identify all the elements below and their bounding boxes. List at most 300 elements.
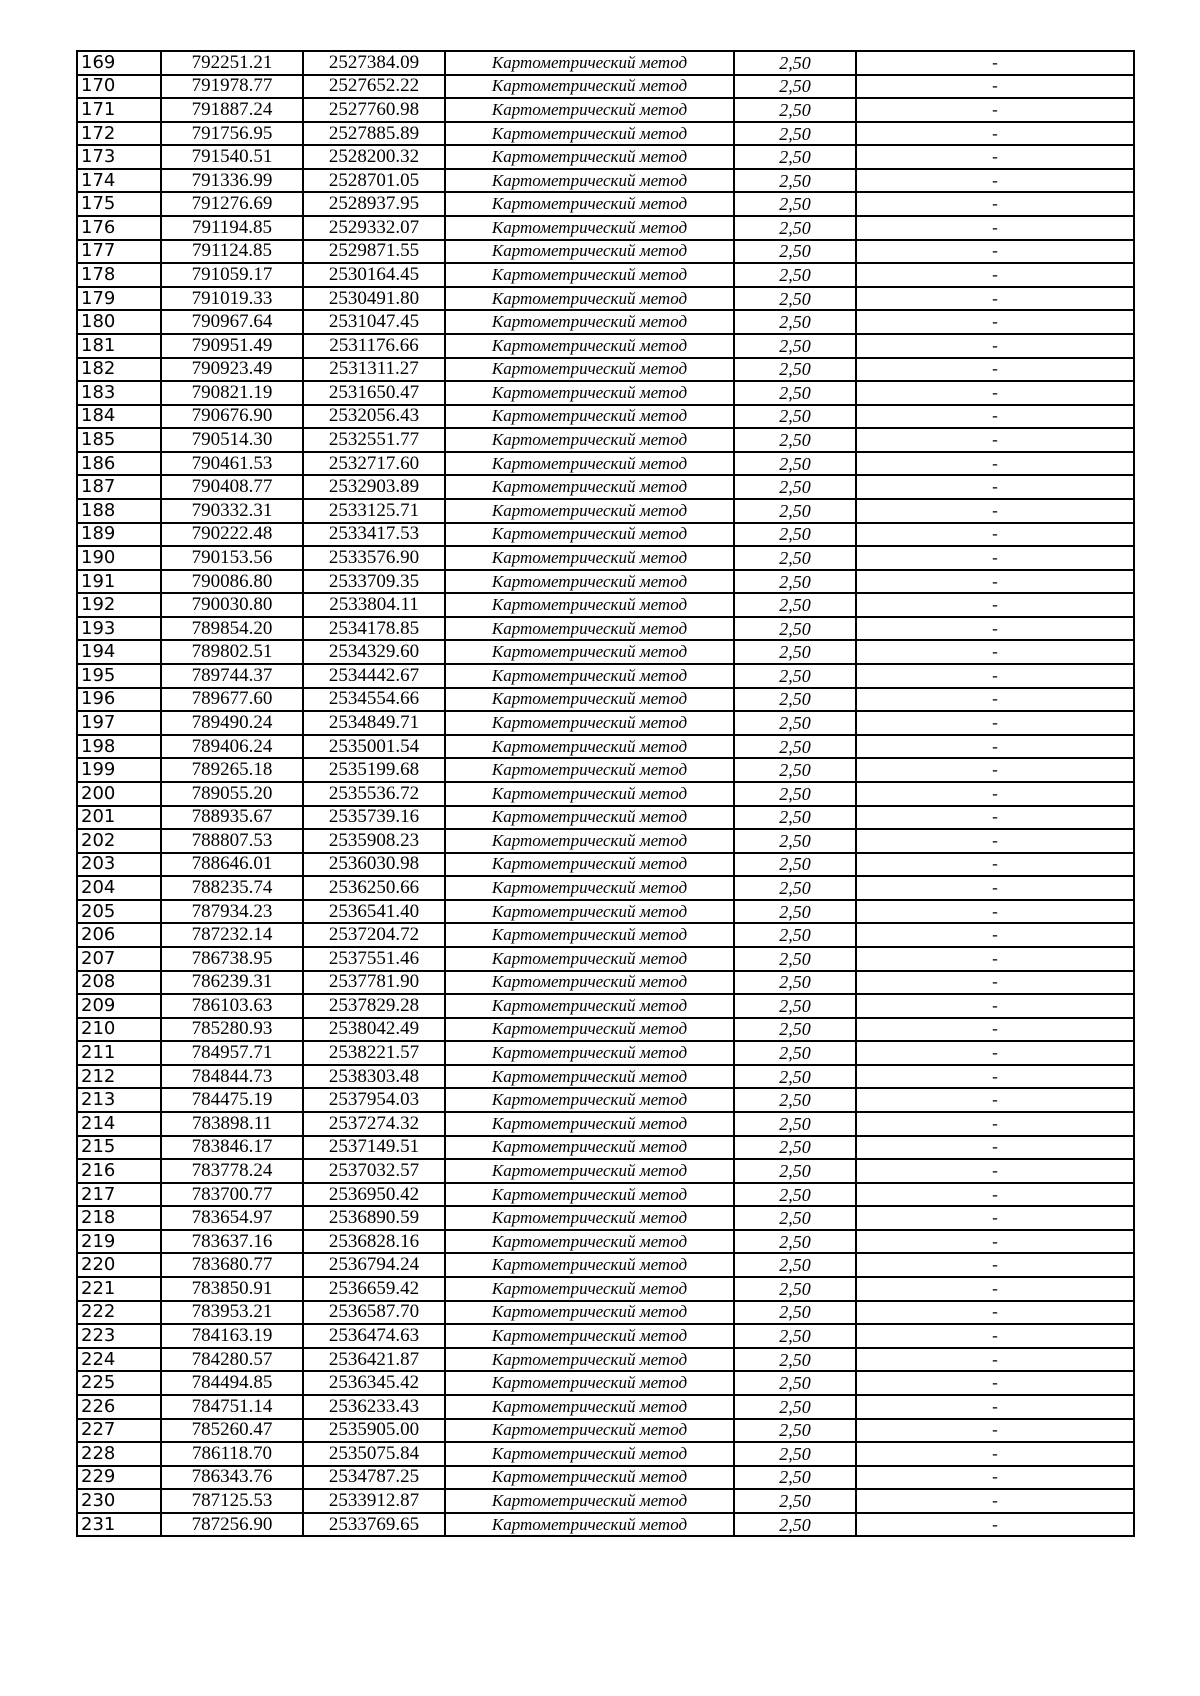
x-coordinate-cell: 784844.73 [161,1065,303,1089]
x-coordinate-cell: 790030.80 [161,593,303,617]
accuracy-cell: 2,50 [734,287,856,311]
method-cell: Картометрический метод [445,1419,734,1443]
method-cell: Картометрический метод [445,358,734,382]
y-coordinate-cell: 2535905.00 [303,1419,445,1443]
method-cell: Картометрический метод [445,51,734,75]
table-row [77,876,1134,900]
method-cell: Картометрический метод [445,1371,734,1395]
y-coordinate-cell: 2535075.84 [303,1442,445,1466]
x-coordinate-cell: 790153.56 [161,546,303,570]
table-row [77,1183,1134,1207]
note-cell: - [856,782,1134,806]
accuracy-cell: 2,50 [734,334,856,358]
x-coordinate-cell: 788807.53 [161,829,303,853]
note-cell: - [856,688,1134,712]
point-number-cell: 223 [77,1324,161,1348]
accuracy-cell: 2,50 [734,216,856,240]
y-coordinate-cell: 2534442.67 [303,664,445,688]
method-cell: Картометрический метод [445,523,734,547]
x-coordinate-cell: 792251.21 [161,51,303,75]
accuracy-cell: 2,50 [734,664,856,688]
table-row [77,452,1134,476]
point-number-cell: 198 [77,735,161,759]
note-cell: - [856,1324,1134,1348]
accuracy-cell: 2,50 [734,1230,856,1254]
x-coordinate-cell: 790967.64 [161,310,303,334]
point-number-cell: 221 [77,1277,161,1301]
note-cell: - [856,1442,1134,1466]
method-cell: Картометрический метод [445,98,734,122]
y-coordinate-cell: 2530491.80 [303,287,445,311]
accuracy-cell: 2,50 [734,876,856,900]
y-coordinate-cell: 2536421.87 [303,1348,445,1372]
accuracy-cell: 2,50 [734,617,856,641]
point-number-cell: 211 [77,1041,161,1065]
method-cell: Картометрический метод [445,1159,734,1183]
x-coordinate-cell: 783953.21 [161,1301,303,1325]
accuracy-cell: 2,50 [734,310,856,334]
point-number-cell: 169 [77,51,161,75]
x-coordinate-cell: 783680.77 [161,1253,303,1277]
method-cell: Картометрический метод [445,593,734,617]
table-row [77,971,1134,995]
table-row [77,1301,1134,1325]
point-number-cell: 218 [77,1206,161,1230]
method-cell: Картометрический метод [445,853,734,877]
x-coordinate-cell: 790408.77 [161,475,303,499]
note-cell: - [856,1230,1134,1254]
table-row [77,1041,1134,1065]
note-cell: - [856,405,1134,429]
table-row [77,287,1134,311]
y-coordinate-cell: 2536474.63 [303,1324,445,1348]
method-cell: Картометрический метод [445,994,734,1018]
accuracy-cell: 2,50 [734,1253,856,1277]
x-coordinate-cell: 784163.19 [161,1324,303,1348]
point-number-cell: 207 [77,947,161,971]
method-cell: Картометрический метод [445,688,734,712]
x-coordinate-cell: 784957.71 [161,1041,303,1065]
y-coordinate-cell: 2533417.53 [303,523,445,547]
note-cell: - [856,570,1134,594]
point-number-cell: 215 [77,1136,161,1160]
point-number-cell: 193 [77,617,161,641]
x-coordinate-cell: 789802.51 [161,640,303,664]
accuracy-cell: 2,50 [734,900,856,924]
point-number-cell: 202 [77,829,161,853]
method-cell: Картометрический метод [445,1230,734,1254]
x-coordinate-cell: 790086.80 [161,570,303,594]
note-cell: - [856,593,1134,617]
note-cell: - [856,381,1134,405]
note-cell: - [856,1112,1134,1136]
method-cell: Картометрический метод [445,216,734,240]
x-coordinate-cell: 789265.18 [161,758,303,782]
y-coordinate-cell: 2535001.54 [303,735,445,759]
y-coordinate-cell: 2536794.24 [303,1253,445,1277]
point-number-cell: 213 [77,1088,161,1112]
method-cell: Картометрический метод [445,428,734,452]
point-number-cell: 174 [77,169,161,193]
x-coordinate-cell: 791276.69 [161,192,303,216]
table-row [77,1253,1134,1277]
y-coordinate-cell: 2528701.05 [303,169,445,193]
table-row [77,240,1134,264]
point-number-cell: 175 [77,192,161,216]
method-cell: Картометрический метод [445,546,734,570]
point-number-cell: 210 [77,1018,161,1042]
point-number-cell: 216 [77,1159,161,1183]
method-cell: Картометрический метод [445,1324,734,1348]
accuracy-cell: 2,50 [734,1136,856,1160]
point-number-cell: 172 [77,122,161,146]
x-coordinate-cell: 783898.11 [161,1112,303,1136]
x-coordinate-cell: 790676.90 [161,405,303,429]
point-number-cell: 177 [77,240,161,264]
note-cell: - [856,75,1134,99]
accuracy-cell: 2,50 [734,1159,856,1183]
table-row [77,853,1134,877]
y-coordinate-cell: 2536233.43 [303,1395,445,1419]
note-cell: - [856,664,1134,688]
table-row [77,428,1134,452]
y-coordinate-cell: 2536659.42 [303,1277,445,1301]
table-row [77,923,1134,947]
accuracy-cell: 2,50 [734,1324,856,1348]
y-coordinate-cell: 2534554.66 [303,688,445,712]
table-row [77,216,1134,240]
point-number-cell: 171 [77,98,161,122]
method-cell: Картометрический метод [445,145,734,169]
y-coordinate-cell: 2527885.89 [303,122,445,146]
accuracy-cell: 2,50 [734,947,856,971]
accuracy-cell: 2,50 [734,452,856,476]
y-coordinate-cell: 2533125.71 [303,499,445,523]
accuracy-cell: 2,50 [734,98,856,122]
point-number-cell: 170 [77,75,161,99]
accuracy-cell: 2,50 [734,1419,856,1443]
y-coordinate-cell: 2537781.90 [303,971,445,995]
method-cell: Картометрический метод [445,75,734,99]
x-coordinate-cell: 788646.01 [161,853,303,877]
accuracy-cell: 2,50 [734,1371,856,1395]
method-cell: Картометрический метод [445,1442,734,1466]
table-row [77,1442,1134,1466]
x-coordinate-cell: 784751.14 [161,1395,303,1419]
coordinates-table-body [77,51,1134,1536]
method-cell: Картометрический метод [445,1395,734,1419]
y-coordinate-cell: 2532551.77 [303,428,445,452]
y-coordinate-cell: 2533804.11 [303,593,445,617]
method-cell: Картометрический метод [445,1112,734,1136]
accuracy-cell: 2,50 [734,593,856,617]
table-row [77,192,1134,216]
method-cell: Картометрический метод [445,1301,734,1325]
x-coordinate-cell: 790332.31 [161,499,303,523]
x-coordinate-cell: 786103.63 [161,994,303,1018]
y-coordinate-cell: 2533709.35 [303,570,445,594]
table-row [77,1136,1134,1160]
note-cell: - [856,1301,1134,1325]
table-row [77,310,1134,334]
table-row [77,947,1134,971]
y-coordinate-cell: 2533769.65 [303,1513,445,1537]
point-number-cell: 199 [77,758,161,782]
x-coordinate-cell: 791019.33 [161,287,303,311]
table-row [77,711,1134,735]
x-coordinate-cell: 790461.53 [161,452,303,476]
x-coordinate-cell: 789744.37 [161,664,303,688]
accuracy-cell: 2,50 [734,546,856,570]
note-cell: - [856,711,1134,735]
accuracy-cell: 2,50 [734,758,856,782]
y-coordinate-cell: 2535908.23 [303,829,445,853]
y-coordinate-cell: 2534787.25 [303,1466,445,1490]
note-cell: - [856,358,1134,382]
point-number-cell: 184 [77,405,161,429]
table-row [77,475,1134,499]
note-cell: - [856,1159,1134,1183]
table-row [77,523,1134,547]
accuracy-cell: 2,50 [734,570,856,594]
y-coordinate-cell: 2537032.57 [303,1159,445,1183]
y-coordinate-cell: 2527384.09 [303,51,445,75]
method-cell: Картометрический метод [445,310,734,334]
x-coordinate-cell: 788935.67 [161,806,303,830]
table-row [77,334,1134,358]
x-coordinate-cell: 787232.14 [161,923,303,947]
table-row [77,1230,1134,1254]
y-coordinate-cell: 2536828.16 [303,1230,445,1254]
coordinates-table [76,50,1135,1537]
note-cell: - [856,499,1134,523]
table-row [77,169,1134,193]
method-cell: Картометрический метод [445,758,734,782]
x-coordinate-cell: 783637.16 [161,1230,303,1254]
accuracy-cell: 2,50 [734,1348,856,1372]
point-number-cell: 219 [77,1230,161,1254]
y-coordinate-cell: 2534178.85 [303,617,445,641]
method-cell: Картометрический метод [445,1489,734,1513]
point-number-cell: 194 [77,640,161,664]
method-cell: Картометрический метод [445,1253,734,1277]
note-cell: - [856,169,1134,193]
method-cell: Картометрический метод [445,1277,734,1301]
table-row [77,1419,1134,1443]
point-number-cell: 206 [77,923,161,947]
y-coordinate-cell: 2534329.60 [303,640,445,664]
note-cell: - [856,1466,1134,1490]
point-number-cell: 183 [77,381,161,405]
x-coordinate-cell: 783700.77 [161,1183,303,1207]
point-number-cell: 214 [77,1112,161,1136]
method-cell: Картометрический метод [445,1466,734,1490]
method-cell: Картометрический метод [445,1513,734,1537]
note-cell: - [856,900,1134,924]
table-row [77,98,1134,122]
table-row [77,1277,1134,1301]
note-cell: - [856,192,1134,216]
table-row [77,617,1134,641]
x-coordinate-cell: 787256.90 [161,1513,303,1537]
table-row [77,405,1134,429]
method-cell: Картометрический метод [445,475,734,499]
note-cell: - [856,758,1134,782]
y-coordinate-cell: 2534849.71 [303,711,445,735]
method-cell: Картометрический метод [445,829,734,853]
point-number-cell: 190 [77,546,161,570]
method-cell: Картометрический метод [445,900,734,924]
accuracy-cell: 2,50 [734,1513,856,1537]
table-row [77,358,1134,382]
point-number-cell: 187 [77,475,161,499]
y-coordinate-cell: 2536345.42 [303,1371,445,1395]
note-cell: - [856,923,1134,947]
table-row [77,1088,1134,1112]
method-cell: Картометрический метод [445,1088,734,1112]
y-coordinate-cell: 2532903.89 [303,475,445,499]
table-row [77,1371,1134,1395]
note-cell: - [856,475,1134,499]
x-coordinate-cell: 786343.76 [161,1466,303,1490]
y-coordinate-cell: 2532056.43 [303,405,445,429]
accuracy-cell: 2,50 [734,1442,856,1466]
note-cell: - [856,1253,1134,1277]
x-coordinate-cell: 791194.85 [161,216,303,240]
point-number-cell: 178 [77,263,161,287]
method-cell: Картометрический метод [445,169,734,193]
x-coordinate-cell: 786239.31 [161,971,303,995]
point-number-cell: 173 [77,145,161,169]
accuracy-cell: 2,50 [734,1277,856,1301]
point-number-cell: 231 [77,1513,161,1537]
note-cell: - [856,428,1134,452]
x-coordinate-cell: 784494.85 [161,1371,303,1395]
y-coordinate-cell: 2537274.32 [303,1112,445,1136]
accuracy-cell: 2,50 [734,1041,856,1065]
point-number-cell: 200 [77,782,161,806]
accuracy-cell: 2,50 [734,192,856,216]
note-cell: - [856,1206,1134,1230]
point-number-cell: 222 [77,1301,161,1325]
note-cell: - [856,1395,1134,1419]
point-number-cell: 209 [77,994,161,1018]
note-cell: - [856,240,1134,264]
accuracy-cell: 2,50 [734,688,856,712]
method-cell: Картометрический метод [445,782,734,806]
method-cell: Картометрический метод [445,240,734,264]
accuracy-cell: 2,50 [734,1466,856,1490]
table-row [77,735,1134,759]
table-row [77,829,1134,853]
y-coordinate-cell: 2531047.45 [303,310,445,334]
method-cell: Картометрический метод [445,499,734,523]
table-row [77,263,1134,287]
note-cell: - [856,98,1134,122]
accuracy-cell: 2,50 [734,1112,856,1136]
y-coordinate-cell: 2537204.72 [303,923,445,947]
note-cell: - [856,1041,1134,1065]
method-cell: Картометрический метод [445,334,734,358]
note-cell: - [856,1277,1134,1301]
method-cell: Картометрический метод [445,1206,734,1230]
method-cell: Картометрический метод [445,876,734,900]
accuracy-cell: 2,50 [734,853,856,877]
accuracy-cell: 2,50 [734,640,856,664]
table-row [77,1513,1134,1537]
point-number-cell: 191 [77,570,161,594]
accuracy-cell: 2,50 [734,475,856,499]
x-coordinate-cell: 783846.17 [161,1136,303,1160]
point-number-cell: 192 [77,593,161,617]
accuracy-cell: 2,50 [734,1183,856,1207]
y-coordinate-cell: 2538221.57 [303,1041,445,1065]
x-coordinate-cell: 786118.70 [161,1442,303,1466]
method-cell: Картометрический метод [445,122,734,146]
x-coordinate-cell: 791059.17 [161,263,303,287]
table-row [77,782,1134,806]
y-coordinate-cell: 2533576.90 [303,546,445,570]
y-coordinate-cell: 2530164.45 [303,263,445,287]
x-coordinate-cell: 788235.74 [161,876,303,900]
method-cell: Картометрический метод [445,735,734,759]
method-cell: Картометрический метод [445,923,734,947]
point-number-cell: 179 [77,287,161,311]
table-row [77,758,1134,782]
note-cell: - [856,806,1134,830]
method-cell: Картометрический метод [445,1018,734,1042]
y-coordinate-cell: 2535739.16 [303,806,445,830]
point-number-cell: 208 [77,971,161,995]
table-row [77,381,1134,405]
method-cell: Картометрический метод [445,617,734,641]
note-cell: - [856,334,1134,358]
table-row [77,1395,1134,1419]
x-coordinate-cell: 785260.47 [161,1419,303,1443]
point-number-cell: 176 [77,216,161,240]
method-cell: Картометрический метод [445,381,734,405]
x-coordinate-cell: 784475.19 [161,1088,303,1112]
note-cell: - [856,1371,1134,1395]
note-cell: - [856,145,1134,169]
note-cell: - [856,640,1134,664]
accuracy-cell: 2,50 [734,711,856,735]
y-coordinate-cell: 2529332.07 [303,216,445,240]
accuracy-cell: 2,50 [734,381,856,405]
accuracy-cell: 2,50 [734,169,856,193]
note-cell: - [856,122,1134,146]
x-coordinate-cell: 791124.85 [161,240,303,264]
y-coordinate-cell: 2536950.42 [303,1183,445,1207]
table-row [77,1324,1134,1348]
point-number-cell: 181 [77,334,161,358]
y-coordinate-cell: 2527760.98 [303,98,445,122]
accuracy-cell: 2,50 [734,782,856,806]
y-coordinate-cell: 2531176.66 [303,334,445,358]
table-row [77,664,1134,688]
method-cell: Картометрический метод [445,806,734,830]
x-coordinate-cell: 784280.57 [161,1348,303,1372]
point-number-cell: 205 [77,900,161,924]
method-cell: Картометрический метод [445,192,734,216]
accuracy-cell: 2,50 [734,971,856,995]
y-coordinate-cell: 2532717.60 [303,452,445,476]
accuracy-cell: 2,50 [734,122,856,146]
table-row [77,900,1134,924]
table-row [77,640,1134,664]
accuracy-cell: 2,50 [734,923,856,947]
x-coordinate-cell: 789406.24 [161,735,303,759]
